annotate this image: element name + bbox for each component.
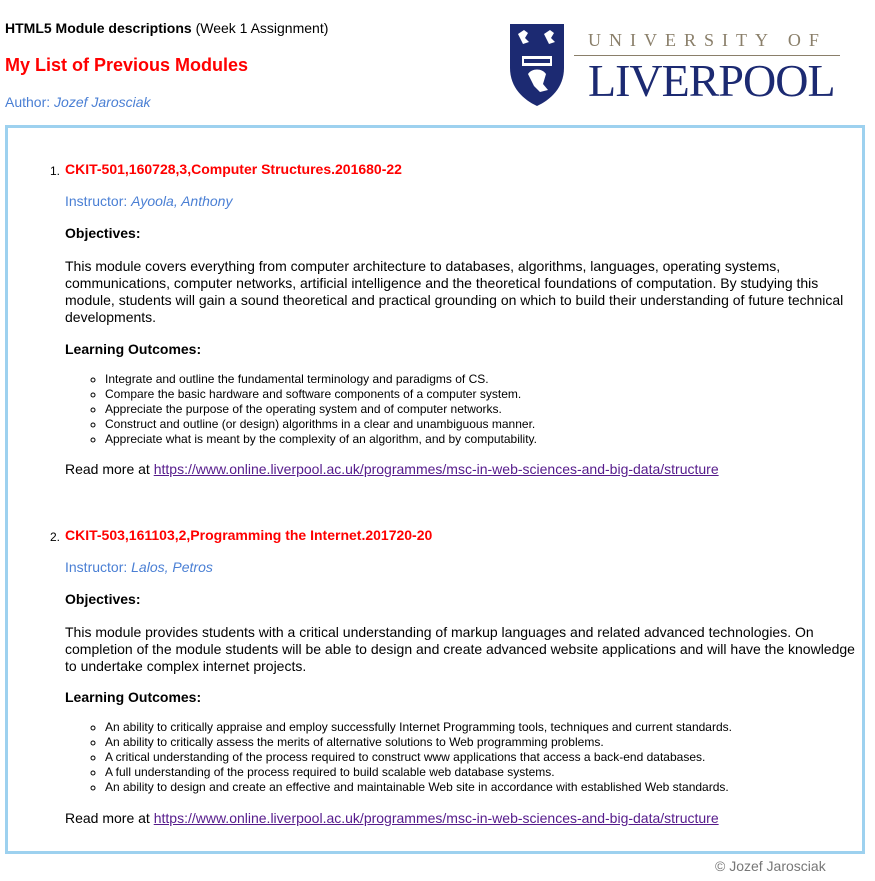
read-more (65, 810, 719, 826)
instructor-name: Ayoola, Anthony (131, 193, 233, 209)
page-title (5, 20, 328, 36)
objectives-heading: Objectives: (65, 591, 141, 607)
read-more-link[interactable]: https://www.online.liverpool.ac.uk/programmes/msc-in-web-sciences-and-big-data/structure (153, 461, 719, 477)
page-subtitle: My List of Previous Modules (5, 55, 249, 75)
list-item: ◦ Construct and outline (or design) algorithms in a clear and unambiguous manner. (105, 417, 865, 432)
outcomes-list (65, 372, 865, 447)
university-logo (508, 22, 848, 110)
logo-top-text: UNIVERSITY OF (588, 30, 827, 50)
outcomes-list (65, 720, 865, 795)
instructor-name: Lalos, Petros (131, 559, 213, 575)
module-number: 2. (50, 530, 61, 544)
objectives-text: This module provides students with a critical understanding of markup languages and related advanced technologies. On completion of the module students will be able to design and create advanced website applications and will have the knowledge to undertake complex internet projects. (65, 624, 855, 674)
list-item: ◦ Appreciate what is meant by the complexity of an algorithm, and by computability. (105, 432, 865, 447)
modules-container (5, 125, 865, 854)
author-label: Author: (5, 94, 55, 110)
instructor-label: Instructor: (65, 559, 132, 575)
page-title-rest: (Week 1 Assignment) (191, 20, 329, 36)
copyright-footer: © Jozef Jarosciak (715, 858, 826, 874)
module-code: CKIT-503,161103,2,Programming the Internet.201720-20 (65, 527, 433, 543)
read-more (65, 461, 719, 477)
list-item: ◦ An ability to critically appraise and employ successfully Internet Programming tools, techniques and current standards. (105, 720, 865, 735)
objectives-text: This module covers everything from computer architecture to databases, algorithms, languages, operating systems, communications, computer networks, artificial intelligence and the theoretical foundations of computation. By studying this module, students will gain a sound theoretical and practical grounding on which to build their understanding of future technical developments. (65, 258, 844, 325)
list-item: ◦ Integrate and outline the fundamental terminology and paradigms of CS. (105, 372, 865, 387)
module-number: 1. (50, 164, 61, 178)
read-more-label: Read more at (65, 810, 154, 826)
instructor-label: Instructor: (65, 193, 132, 209)
logo-main-text: LIVERPOOL (588, 55, 835, 106)
page-title-bold: HTML5 Module descriptions (5, 20, 192, 36)
module-instructor (65, 559, 213, 575)
list-item: ◦ An ability to design and create an effective and maintainable Web site in accordance with established Web standards. (105, 780, 865, 795)
outcomes-heading: Learning Outcomes: (65, 341, 202, 357)
objectives-heading: Objectives: (65, 225, 141, 241)
list-item: ◦ A full understanding of the process required to build scalable web database systems. (105, 765, 865, 780)
author-line (5, 94, 151, 110)
module-instructor (65, 193, 232, 209)
list-item: ◦ Appreciate the purpose of the operating system and of computer networks. (105, 402, 865, 417)
read-more-label: Read more at (65, 461, 154, 477)
list-item: ◦ An ability to critically assess the merits of alternative solutions to Web programming problems. (105, 735, 865, 750)
list-item: ◦ A critical understanding of the process required to construct www applications that access a back-end databases. (105, 750, 865, 765)
author-name: Jozef Jarosciak (54, 94, 151, 110)
liver-bird-shield-icon (508, 22, 566, 108)
module-code: CKIT-501,160728,3,Computer Structures.201680-22 (65, 161, 402, 177)
outcomes-heading: Learning Outcomes: (65, 689, 202, 705)
read-more-link[interactable]: https://www.online.liverpool.ac.uk/programmes/msc-in-web-sciences-and-big-data/structure (153, 810, 719, 826)
list-item: ◦ Compare the basic hardware and software components of a computer system. (105, 387, 865, 402)
